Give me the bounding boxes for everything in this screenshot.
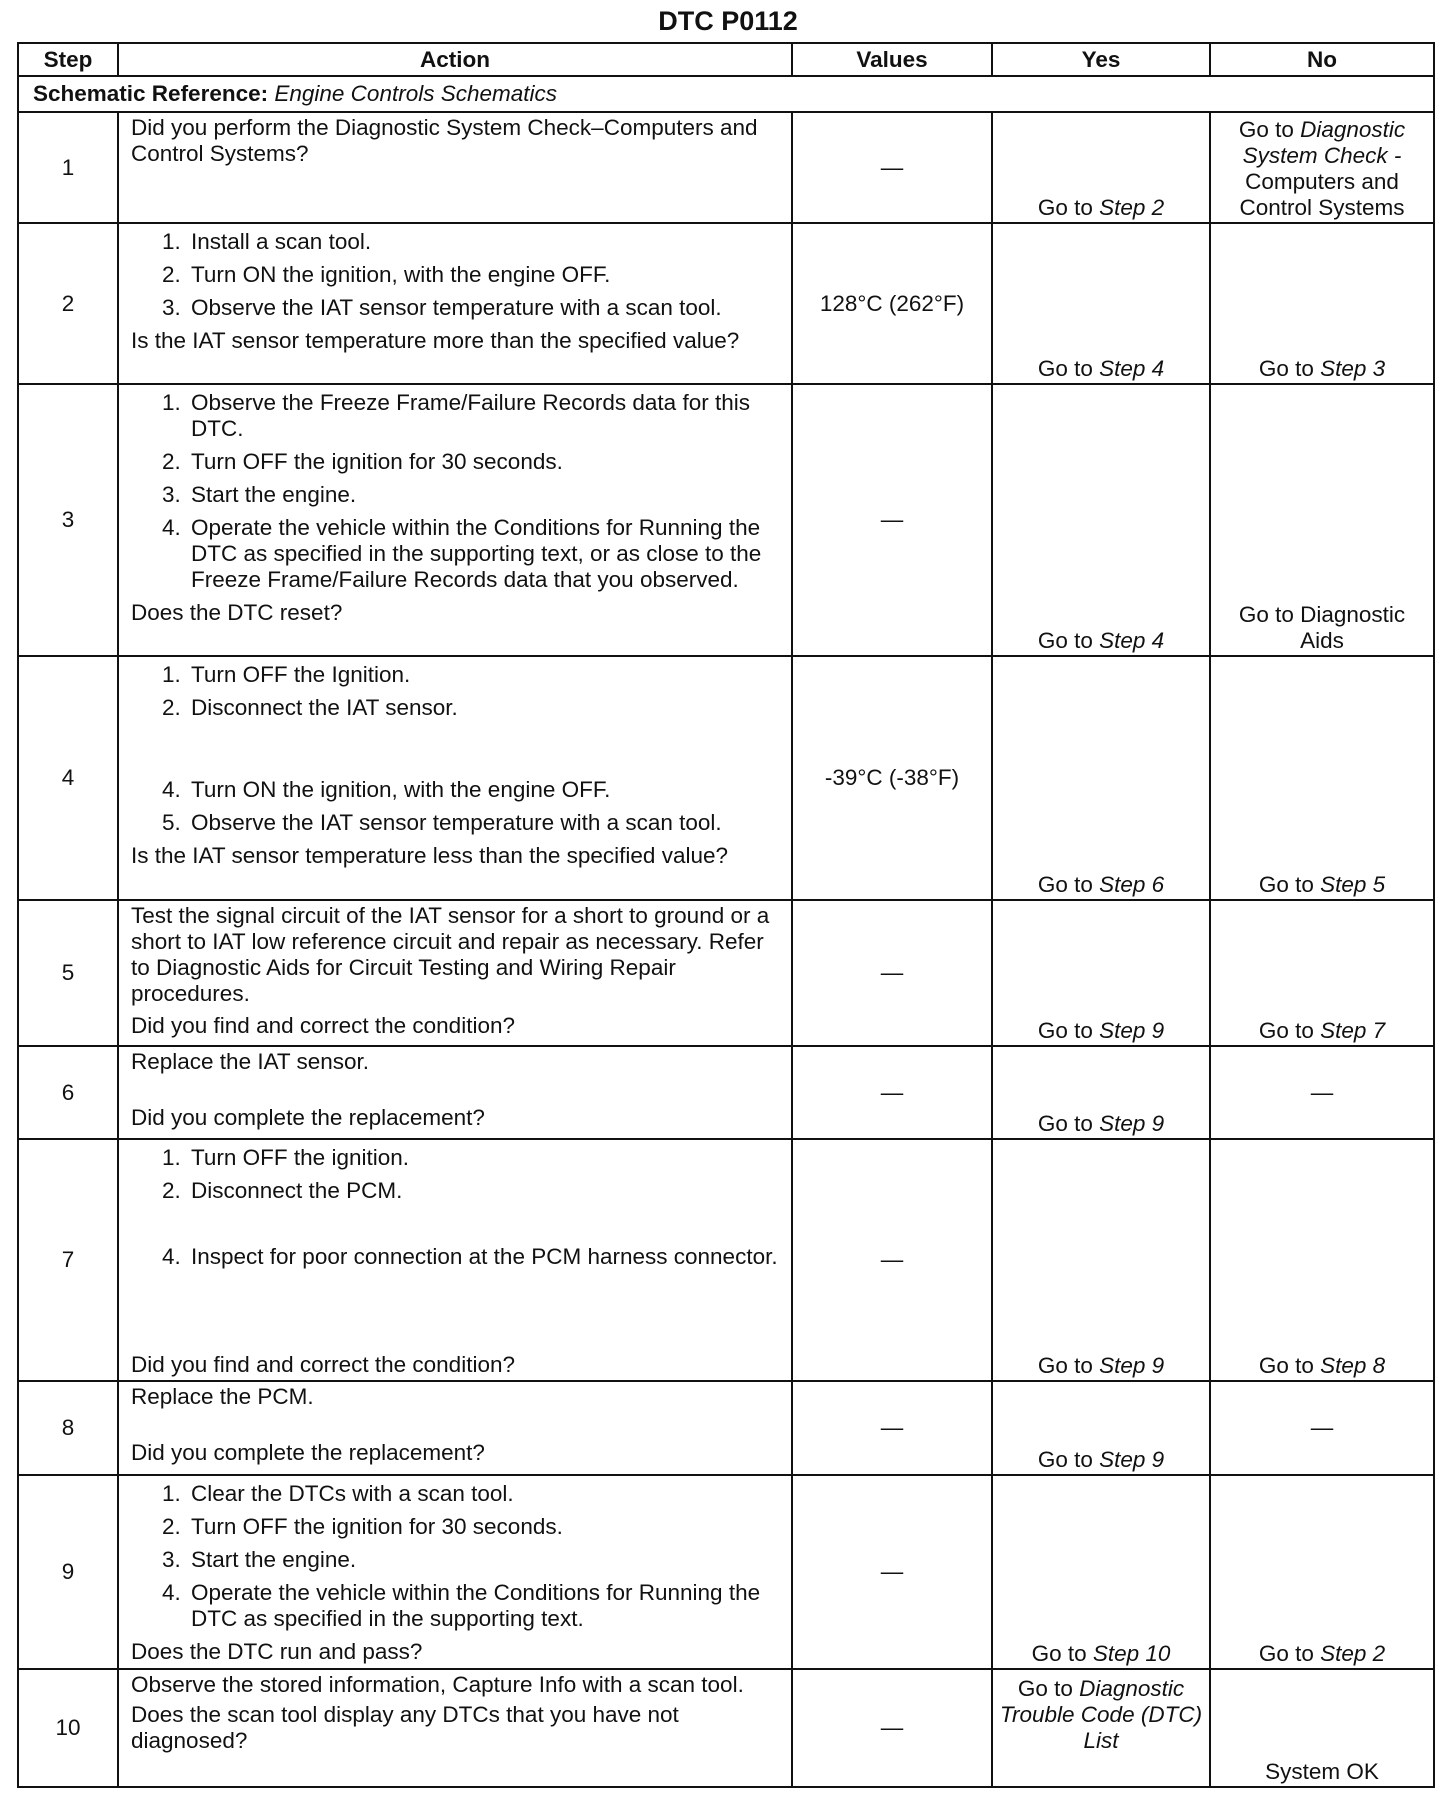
- no-cell: System OK: [1210, 1669, 1434, 1787]
- step-number: 10: [18, 1669, 118, 1787]
- table-row: 2 1. Install a scan tool. 2. Turn ON the ignition, with the engine OFF. 3. Observe the IAT sensor temperature with a scan tool. Is the IAT sensor temperature more than the specified value? 128°C (262°F) Go to Step 4 Go to Step 3: [18, 223, 1434, 384]
- list-item: 1. Observe the Freeze Frame/Failure Records data for this DTC.: [187, 390, 781, 442]
- list-item: 5. Observe the IAT sensor temperature with a scan tool.: [187, 810, 781, 836]
- value-cell: -39°C (-38°F): [792, 656, 992, 900]
- action-text: Replace the IAT sensor.: [131, 1049, 370, 1074]
- list-item: 2. Turn OFF the ignition for 30 seconds.: [187, 1514, 781, 1540]
- question-text: Does the DTC run and pass?: [131, 1639, 423, 1664]
- table-row: 1 Did you perform the Diagnostic System Check–Computers and Control Systems? — Go to Step 2 Go to Diagnostic System Check - Computers and Control Systems: [18, 112, 1434, 223]
- value-cell: —: [792, 1669, 992, 1787]
- yes-link[interactable]: Step 9: [1099, 1018, 1165, 1043]
- question-text: Does the DTC reset?: [131, 600, 343, 625]
- list-item: 4. Inspect for poor connection at the PCM harness connector.: [187, 1244, 781, 1270]
- step-number: 6: [18, 1046, 118, 1139]
- yes-link[interactable]: Step 9: [1099, 1353, 1165, 1378]
- list-item: 2. Turn ON the ignition, with the engine OFF.: [187, 262, 781, 288]
- no-cell: —: [1210, 1381, 1434, 1475]
- step-number: 8: [18, 1381, 118, 1475]
- no-link[interactable]: Step 5: [1320, 872, 1386, 897]
- table-row: 10 Observe the stored information, Capture Info with a scan tool. Does the scan tool display any DTCs that you have not diagnosed? — Go to Diagnostic Trouble Code (DTC) List System OK: [18, 1669, 1434, 1787]
- action-text: Did you perform the Diagnostic System Check–Computers and Control Systems?: [131, 115, 758, 166]
- question-text: Did you find and correct the condition?: [131, 1352, 515, 1377]
- action-text: Observe the stored information, Capture Info with a scan tool.: [131, 1672, 744, 1697]
- value-cell: —: [792, 384, 992, 656]
- question-text: Did you find and correct the condition?: [131, 1013, 515, 1038]
- value-cell: —: [792, 1046, 992, 1139]
- action-list: [131, 1145, 781, 1352]
- question-text: Is the IAT sensor temperature more than the specified value?: [131, 328, 740, 353]
- action-list: [131, 229, 781, 321]
- list-item: 1. Turn OFF the Ignition.: [187, 662, 781, 688]
- no-link[interactable]: Go to Diagnostic Aids: [1210, 384, 1434, 656]
- no-link[interactable]: Step 7: [1320, 1018, 1386, 1043]
- header-no: No: [1210, 43, 1434, 76]
- list-item: 3. Start the engine.: [187, 1547, 781, 1573]
- schematic-link[interactable]: Engine Controls Schematics: [274, 81, 558, 106]
- list-item: 4. Operate the vehicle within the Conditions for Running the DTC as specified in the supporting text.: [187, 1580, 781, 1632]
- list-item: 2. Turn OFF the ignition for 30 seconds.: [187, 449, 781, 475]
- table-row: 5 Test the signal circuit of the IAT sensor for a short to ground or a short to IAT low reference circuit and repair as necessary. Refer to Diagnostic Aids for Circuit Testing and Wiring Repair procedures. Did you find and correct the condition? — Go to Step 9 Go to Step 7: [18, 900, 1434, 1046]
- step-number: 1: [18, 112, 118, 223]
- list-item: 1. Clear the DTCs with a scan tool.: [187, 1481, 781, 1507]
- table-row: 9 1. Clear the DTCs with a scan tool. 2. Turn OFF the ignition for 30 seconds. 3. Start the engine. 4. Operate the vehicle within the Conditions for Running the DTC as specified in the supporting text. Does the DTC run and pass? — Go to Step 10 Go to Step 2: [18, 1475, 1434, 1669]
- yes-link[interactable]: Step 4: [1099, 356, 1165, 381]
- list-item: 2. Disconnect the PCM.: [187, 1178, 781, 1204]
- action-text: Test the signal circuit of the IAT sensor for a short to ground or a short to IAT low reference circuit and repair as necessary. Refer to Diagnostic Aids for Circuit Testing and Wiring Repair procedures.: [131, 903, 770, 1006]
- step-number: 2: [18, 223, 118, 384]
- no-link[interactable]: Diagnostic System Check -: [1242, 117, 1406, 168]
- list-item: 4. Turn ON the ignition, with the engine OFF.: [187, 777, 781, 803]
- list-item: 4. Operate the vehicle within the Conditions for Running the DTC as specified in the supporting text, or as close to the Freeze Frame/Failure Records data that you observed.: [187, 515, 781, 593]
- table-row: 8 Replace the PCM. Did you complete the replacement? — Go to Step 9 —: [18, 1381, 1434, 1475]
- step-number: 3: [18, 384, 118, 656]
- no-link[interactable]: Step 8: [1320, 1353, 1386, 1378]
- page-title: DTC P0112: [658, 6, 798, 36]
- no-link[interactable]: Step 2: [1320, 1641, 1386, 1666]
- step-number: 4: [18, 656, 118, 900]
- step-number: 9: [18, 1475, 118, 1669]
- table-row: 3 1. Observe the Freeze Frame/Failure Records data for this DTC. 2. Turn OFF the ignition for 30 seconds. 3. Start the engine. 4. Operate the vehicle within the Conditions for Running the DTC as specified in the supporting text, or as close to the Freeze Frame/Failure Records data that you observed. Does the DTC reset? — Go to Step 4 Go to Diagnostic Aids: [18, 384, 1434, 656]
- value-cell: —: [792, 112, 992, 223]
- yes-link[interactable]: Step 9: [1099, 1447, 1165, 1472]
- question-text: Did you complete the replacement?: [131, 1105, 485, 1130]
- step-number: 5: [18, 900, 118, 1046]
- action-list: [131, 390, 781, 593]
- list-item: 3. Start the engine.: [187, 482, 781, 508]
- no-cell: —: [1210, 1046, 1434, 1139]
- question-text: Is the IAT sensor temperature less than the specified value?: [131, 843, 728, 868]
- action-list: [131, 1481, 781, 1632]
- table-row: 6 Replace the IAT sensor. Did you complete the replacement? — Go to Step 9 —: [18, 1046, 1434, 1139]
- header-yes: Yes: [992, 43, 1210, 76]
- schematic-label: Schematic Reference:: [33, 81, 269, 106]
- yes-link[interactable]: Step 4: [1099, 628, 1165, 653]
- value-cell: —: [792, 1475, 992, 1669]
- diagnostic-table: [17, 42, 1435, 1788]
- list-item: 2. Disconnect the IAT sensor.: [187, 695, 781, 721]
- list-item: 3. Observe the IAT sensor temperature with a scan tool.: [187, 295, 781, 321]
- list-item: 1. Install a scan tool.: [187, 229, 781, 255]
- yes-link[interactable]: Diagnostic Trouble Code (DTC) List: [999, 1676, 1203, 1753]
- action-list: [131, 662, 781, 836]
- yes-link[interactable]: Step 6: [1099, 872, 1165, 897]
- table-row: 7 1. Turn OFF the ignition. 2. Disconnect the PCM. 4. Inspect for poor connection at the PCM harness connector. Did you find and correct the condition? — Go to Step 9 Go to Step 8: [18, 1139, 1434, 1381]
- no-link[interactable]: Step 3: [1320, 356, 1386, 381]
- header-action: Action: [118, 43, 792, 76]
- value-cell: —: [792, 900, 992, 1046]
- header-step: Step: [18, 43, 118, 76]
- yes-link[interactable]: Step 2: [1099, 195, 1165, 220]
- table-row: 4 1. Turn OFF the Ignition. 2. Disconnect the IAT sensor. 4. Turn ON the ignition, with the engine OFF. 5. Observe the IAT sensor temperature with a scan tool. Is the IAT sensor temperature less than the specified value? -39°C (-38°F) Go to Step 6 Go to Step 5: [18, 656, 1434, 900]
- value-cell: —: [792, 1381, 992, 1475]
- yes-link[interactable]: Step 10: [1092, 1641, 1171, 1666]
- yes-link[interactable]: Step 9: [1099, 1111, 1165, 1136]
- question-text: Did you complete the replacement?: [131, 1440, 485, 1465]
- value-cell: —: [792, 1139, 992, 1381]
- list-item: 1. Turn OFF the ignition.: [187, 1145, 781, 1171]
- schematic-reference-row: [18, 76, 1434, 112]
- step-number: 7: [18, 1139, 118, 1381]
- question-text: Does the scan tool display any DTCs that you have not diagnosed?: [131, 1702, 679, 1753]
- header-row: [18, 43, 1434, 76]
- action-text: Replace the PCM.: [131, 1384, 314, 1409]
- value-cell: 128°C (262°F): [792, 223, 992, 384]
- header-values: Values: [792, 43, 992, 76]
